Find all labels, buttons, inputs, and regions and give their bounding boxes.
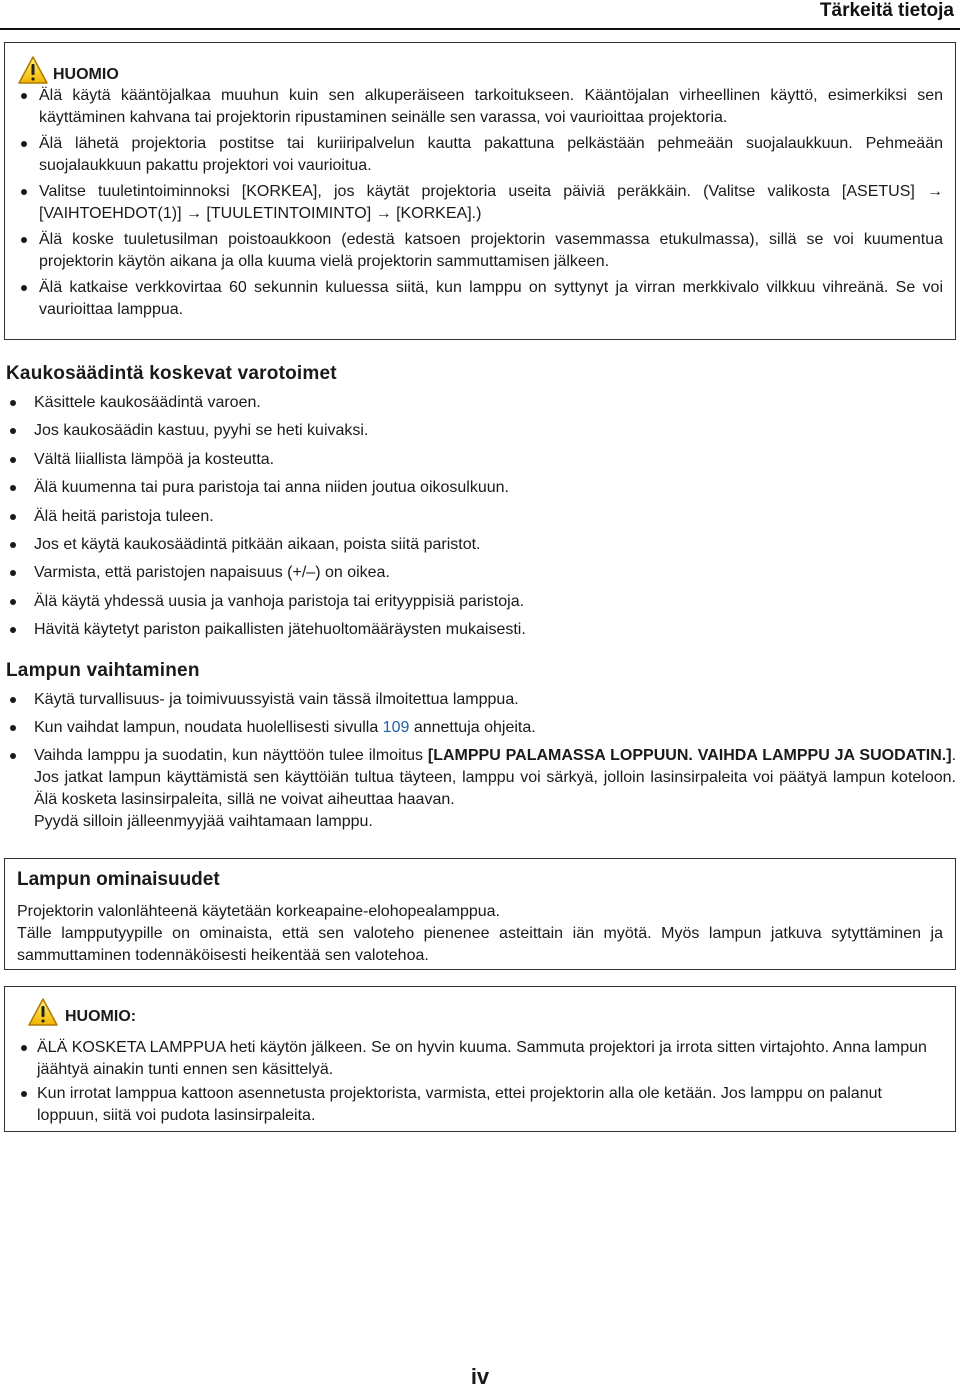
- caution-heading: [17, 997, 943, 1027]
- list-item: Jos kaukosäädin kastuu, pyyhi se heti kuivaksi.: [6, 420, 956, 442]
- remote-list: [6, 392, 956, 641]
- lamp-warning-message: [LAMPPU PALAMASSA LOPPUUN. VAIHDA LAMPPU JA SUODATIN.]: [427, 747, 952, 764]
- caution-box: [4, 42, 956, 340]
- list-item: Älä kuumenna tai pura paristoja tai anna niiden joutua oikosulkuun.: [6, 477, 956, 499]
- list-item: Vältä liiallista lämpöä ja kosteutta.: [6, 449, 956, 471]
- running-header-title: Tärkeitä tietoja: [819, 0, 954, 21]
- lamp-features-title: Lampun ominaisuudet: [17, 869, 220, 890]
- caution-heading: [17, 55, 943, 85]
- lamp-section-title: Lampun vaihtaminen: [6, 660, 200, 681]
- caution-item: Kun irrotat lamppua kattoon asennetusta projektorista, varmista, ettei projektorin alla ole ketään. Jos lamppu on palanut loppuun, siitä voi pudota lasinsirpaleita.: [17, 1083, 943, 1127]
- item-text: Kun vaihdat lampun, noudata huolellisesti sivulla: [34, 719, 383, 736]
- list-item: [6, 717, 956, 739]
- lamp-features-text: Projektorin valonlähteenä käytetään korkeapaine-elohopealamppua.: [17, 903, 500, 920]
- caution-item: ÄLÄ KOSKETA LAMPPUA heti käytön jälkeen. Se on hyvin kuuma. Sammuta projektori ja irrota sitten virtajohto. Anna lampun jäähtyä ainakin tunti ennen sen käsittelyä.: [17, 1037, 943, 1081]
- caution-list: [17, 1037, 943, 1127]
- list-item: Älä käytä yhdessä uusia ja vanhoja paristoja tai erityyppisiä paristoja.: [6, 591, 956, 613]
- list-item: Varmista, että paristojen napaisuus (+/–) on oikea.: [6, 562, 956, 584]
- caution-label: HUOMIO: [53, 66, 119, 83]
- caution-box-2: [4, 986, 956, 1132]
- caution-item: Valitse tuuletintoiminnoksi [KORKEA], jos käytät projektoria useita päiviä peräkkäin. (Valitse valikosta [ASETUS] → [VAIHTOEHDOT(1)] → [TUULETINTOIMINTO] → [KORKEA].): [17, 181, 943, 225]
- caution-item: Älä lähetä projektoria postitse tai kuriiripalvelun kautta pakattuna pelkästään pehmeään suojalaukkuun. Pehmeään suojalaukkuun pakattu projektori voi vaurioitua.: [17, 133, 943, 177]
- item-text: . Jos jatkat lampun käyttämistä sen käyttöiän tultua täyteen, lamppu voi särkyä, jolloin lasinsirpaleita voi päätyä lampun koteloon. Älä kosketa lasinsirpaleita, sillä ne voivat aiheuttaa haavan.: [34, 747, 957, 808]
- caution-item: Älä koske tuuletusilman poistoaukkoon (edestä katsoen projektorin vasemmassa etukulmassa), sillä se voi kuumentua projektorin käytön aikana ja olla kuuma vielä projektorin sammuttamisen jälkeen.: [17, 229, 943, 273]
- caution-item: Älä käytä kääntöjalkaa muuhun kuin sen alkuperäiseen tarkoitukseen. Kääntöjalan virheellinen käyttö, esimerkiksi sen käyttäminen kahvana tai projektorin ripustaminen seinälle sen varassa, voi vaurioittaa projektoria.: [17, 85, 943, 129]
- caution-item: Älä katkaise verkkovirtaa 60 sekunnin kuluessa siitä, kun lamppu on syttynyt ja virran merkkivalo vilkkuu vihreänä. Se voi vaurioittaa lamppua.: [17, 277, 943, 321]
- page-109-link[interactable]: 109: [382, 719, 410, 736]
- list-item: [6, 745, 956, 833]
- lamp-features-text: Tälle lampputyypille on ominaista, että sen valoteho pienenee asteittain iän myötä. Myös lampun jatkuva sytyttäminen ja sammuttaminen todennäköisesti heikentää sen valotehoa.: [17, 925, 943, 964]
- warning-triangle-icon: [27, 997, 59, 1027]
- list-item: Hävitä käytetyt pariston paikallisten jätehuoltomääräysten mukaisesti.: [6, 619, 956, 641]
- caution-list: [17, 85, 943, 321]
- remote-precautions-section: [6, 362, 956, 648]
- lamp-replacement-section: [6, 659, 956, 839]
- header-rule: [0, 28, 960, 30]
- item-text: Vaihda lamppu ja suodatin, kun näyttöön tulee ilmoitus: [34, 747, 428, 764]
- list-item: Jos et käytä kaukosäädintä pitkään aikaan, poista siitä paristot.: [6, 534, 956, 556]
- lamp-features-box: [4, 858, 956, 970]
- lamp-list: [6, 689, 956, 833]
- list-item: Käsittele kaukosäädintä varoen.: [6, 392, 956, 414]
- item-text: Pyydä silloin jälleenmyyjää vaihtamaan lamppu.: [34, 813, 373, 830]
- remote-section-title: Kaukosäädintä koskevat varotoimet: [6, 363, 337, 384]
- item-text: annettuja ohjeita.: [409, 719, 536, 736]
- list-item: Käytä turvallisuus- ja toimivuussyistä vain tässä ilmoitettua lamppua.: [6, 689, 956, 711]
- page-number: iv: [470, 1364, 490, 1389]
- list-item: Älä heitä paristoja tuleen.: [6, 506, 956, 528]
- warning-triangle-icon: [17, 55, 49, 85]
- caution-label: HUOMIO:: [65, 1008, 137, 1025]
